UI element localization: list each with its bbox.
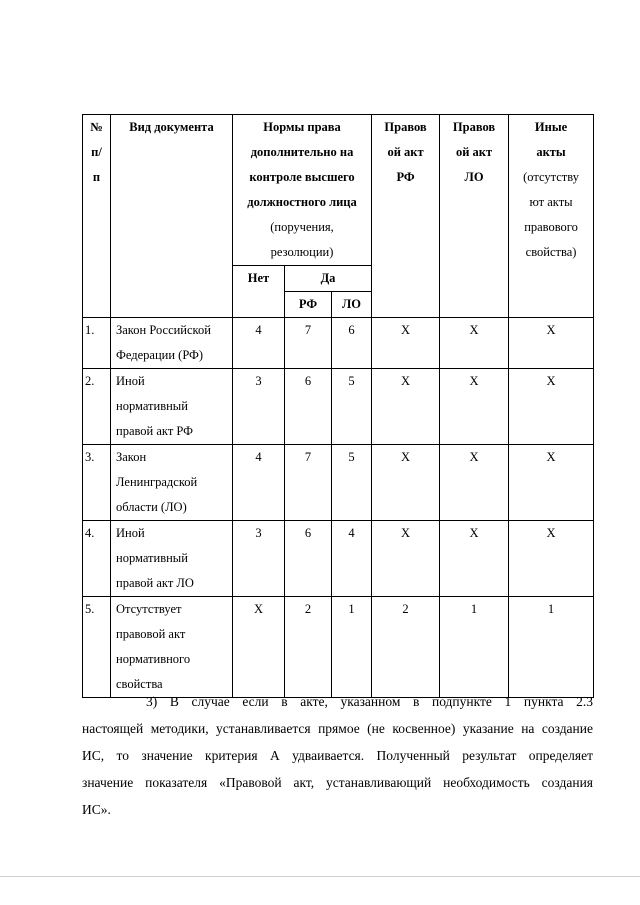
cell-act-lo: X [440, 445, 509, 521]
header-row [83, 115, 594, 266]
cell-lo: 5 [332, 445, 372, 521]
cell-other: X [509, 318, 594, 369]
row-num: 3. [83, 445, 111, 521]
cell-lo: 1 [332, 597, 372, 698]
row-name: Закон Российской Федерации (РФ) [111, 318, 233, 369]
cell-net: 3 [233, 521, 285, 597]
table-row [83, 369, 594, 445]
row-num: 4. [83, 521, 111, 597]
cell-lo: 4 [332, 521, 372, 597]
header-rf: РФ [285, 292, 332, 318]
table-row [83, 597, 594, 698]
header-da: Да [285, 266, 372, 292]
header-lo: ЛО [332, 292, 372, 318]
header-num: № п/ п [83, 115, 111, 318]
header-act-lo: Правов ой акт ЛО [440, 115, 509, 318]
cell-act-rf: 2 [372, 597, 440, 698]
body-paragraph [82, 688, 593, 823]
cell-rf: 6 [285, 369, 332, 445]
cell-rf: 2 [285, 597, 332, 698]
cell-act-rf: X [372, 318, 440, 369]
row-name: Иной нормативный правой акт РФ [111, 369, 233, 445]
row-name: Закон Ленинградской области (ЛО) [111, 445, 233, 521]
header-doc-type: Вид документа [111, 115, 233, 318]
cell-rf: 7 [285, 445, 332, 521]
row-name: Отсутствует правовой акт нормативного свойства [111, 597, 233, 698]
header-other: Иные акты (отсутству ют акты правового свойства) [509, 115, 594, 318]
table-row [83, 318, 594, 369]
cell-net: 3 [233, 369, 285, 445]
cell-act-lo: X [440, 369, 509, 445]
row-num: 1. [83, 318, 111, 369]
table-row [83, 445, 594, 521]
paragraph-line: настоящей методики, устанавливается прямое (не косвенное) указание на создание [82, 721, 593, 736]
row-num: 2. [83, 369, 111, 445]
paragraph-line: ИС, то значение критерия А удваивается. Полученный результат определяет [82, 748, 593, 763]
cell-rf: 6 [285, 521, 332, 597]
page-bottom-divider [0, 876, 640, 877]
cell-act-rf: X [372, 369, 440, 445]
cell-net: 4 [233, 318, 285, 369]
row-name: Иной нормативный правой акт ЛО [111, 521, 233, 597]
cell-act-lo: 1 [440, 597, 509, 698]
cell-lo: 6 [332, 318, 372, 369]
cell-net: X [233, 597, 285, 698]
header-net: Нет [233, 266, 285, 318]
table-row [83, 521, 594, 597]
cell-act-lo: X [440, 318, 509, 369]
cell-rf: 7 [285, 318, 332, 369]
row-num: 5. [83, 597, 111, 698]
cell-other: X [509, 445, 594, 521]
cell-other: X [509, 369, 594, 445]
cell-net: 4 [233, 445, 285, 521]
paragraph-line: ИС». [82, 802, 111, 817]
cell-act-lo: X [440, 521, 509, 597]
header-act-rf: Правов ой акт РФ [372, 115, 440, 318]
cell-other: 1 [509, 597, 594, 698]
cell-lo: 5 [332, 369, 372, 445]
paragraph-line: значение показателя «Правовой акт, устанавливающий необходимость создания [82, 775, 593, 790]
paragraph-line: 3) В случае если в акте, указанном в подпункте 1 пункта 2.3 [146, 694, 593, 709]
cell-act-rf: X [372, 445, 440, 521]
criteria-table [82, 114, 594, 698]
cell-other: X [509, 521, 594, 597]
cell-act-rf: X [372, 521, 440, 597]
header-norms: Нормы права дополнительно на контроле высшего должностного лица (поручения, резолюции) [233, 115, 372, 266]
